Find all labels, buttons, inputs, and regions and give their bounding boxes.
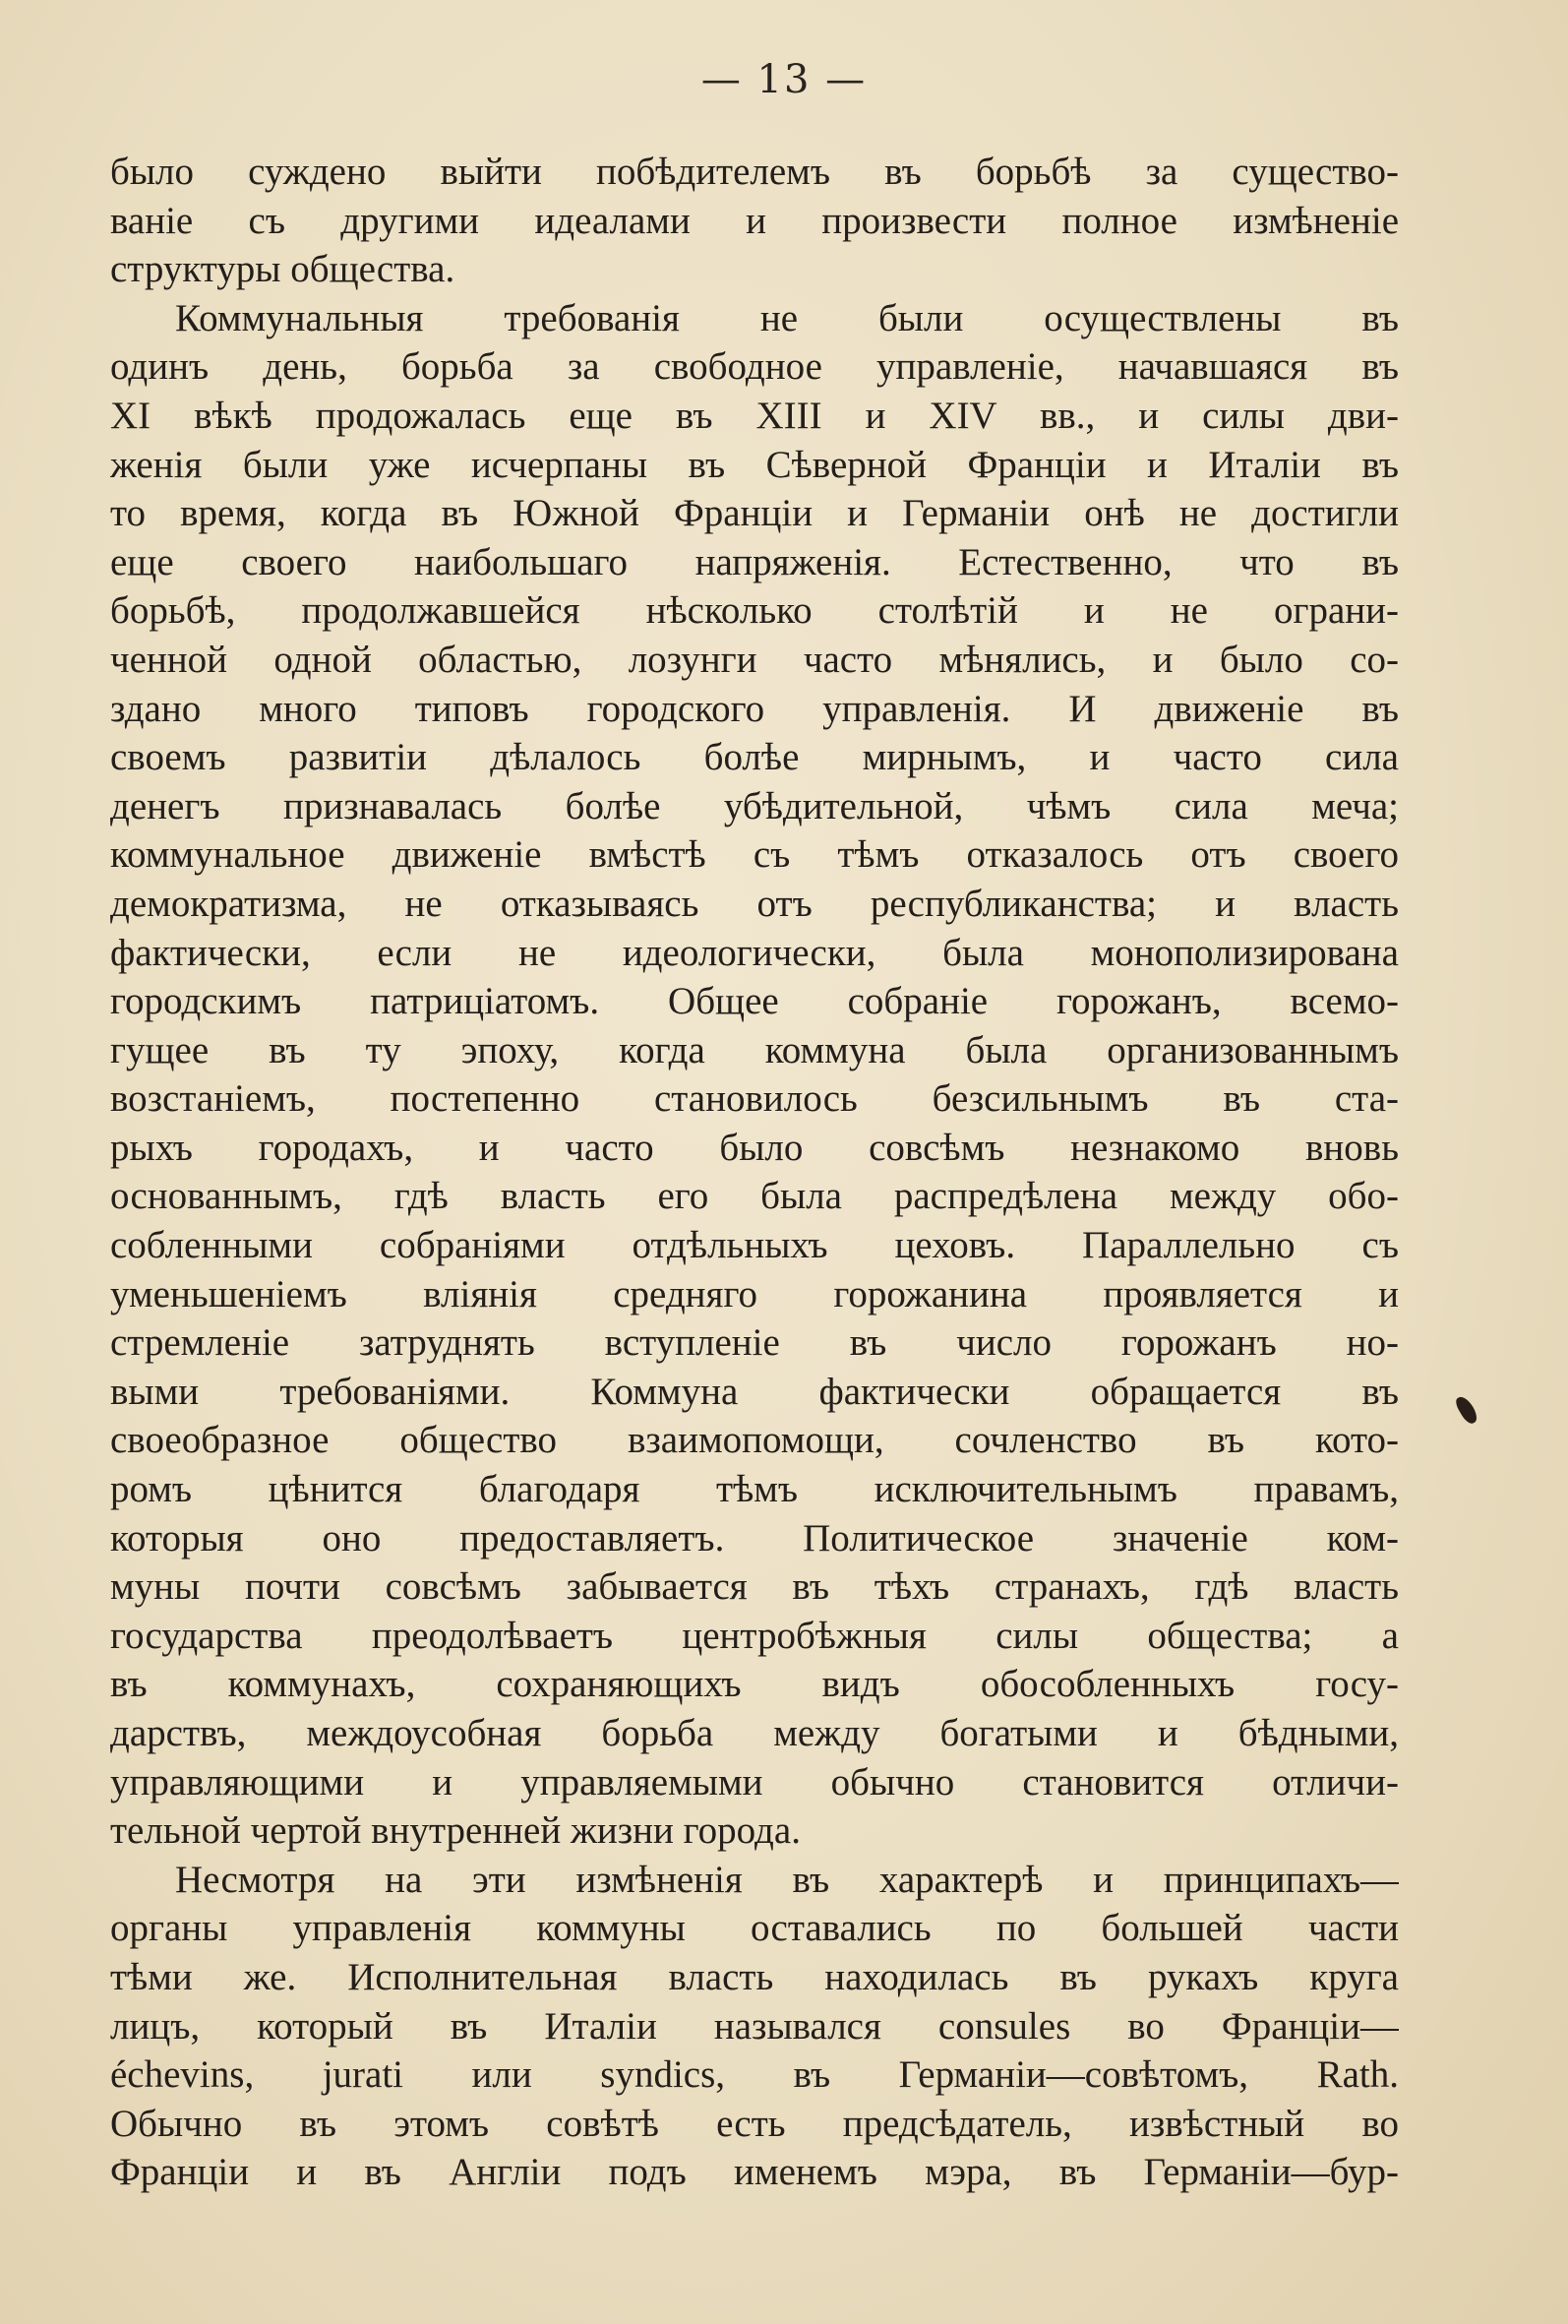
text-line: органы управленія коммуны оставались по большей части (110, 1907, 1399, 1950)
text-line: еще своего наибольшаго напряженія. Естественно, что въ (110, 540, 1399, 583)
text-line: тельной чертой внутренней жизни города. (110, 1809, 801, 1853)
text-line: муны почти совсѣмъ забывается въ тѣхъ странахъ, гдѣ власть (110, 1565, 1399, 1609)
text-line: управляющими и управляемыми обычно становится отличи- (110, 1760, 1399, 1804)
ink-smudge (1453, 1394, 1479, 1427)
text-line: основаннымъ, гдѣ власть его была распредѣлена между обо- (110, 1175, 1399, 1218)
text-line: денегъ признавалась болѣе убѣдительной, чѣмъ сила меча; (110, 784, 1399, 827)
text-line: своемъ развитіи дѣлалось болѣе мирнымъ, и часто сила (110, 736, 1399, 779)
text-line: возстаніемъ, постепенно становилось безсильнымъ въ ста- (110, 1077, 1399, 1121)
text-line: ченной одной областью, лозунги часто мѣнялись, и было со- (110, 638, 1399, 681)
text-line: демократизма, не отказываясь отъ республиканства; и власть (110, 882, 1399, 925)
text-line: одинъ день, борьба за свободное управленіе, начавшаяся въ (110, 345, 1399, 389)
text-line: Обычно въ этомъ совѣтѣ есть предсѣдатель, извѣстный во (110, 2102, 1399, 2145)
text-line: уменьшеніемъ вліянія средняго горожанина проявляется и (110, 1272, 1399, 1315)
text-line: стремленіе затруднять вступленіе въ число горожанъ но- (110, 1321, 1399, 1365)
text-line: въ коммунахъ, сохраняющихъ видъ обособленныхъ госу- (110, 1663, 1399, 1706)
text-line: то время, когда въ Южной Франціи и Германіи онѣ не достигли (110, 492, 1399, 535)
text-line: женія были уже исчерпаны въ Сѣверной Франціи и Италіи въ (110, 443, 1399, 486)
text-line: своеобразное общество взаимопомощи, сочленство въ кото- (110, 1419, 1399, 1462)
text-line: здано много типовъ городского управленія. И движеніе въ (110, 687, 1399, 730)
text-line: собленными собраніями отдѣльныхъ цеховъ. Параллельно съ (110, 1224, 1399, 1267)
text-line: Коммунальныя требованія не были осуществлены въ (175, 296, 1399, 339)
text-line: лицъ, который въ Италіи назывался consules во Франціи— (110, 2004, 1399, 2048)
page-number: — 13 — (700, 57, 868, 102)
text-line: ромъ цѣнится благодаря тѣмъ исключительнымъ правамъ, (110, 1468, 1399, 1511)
text-line: дарствъ, междоусобная борьба между богатыми и бѣдными, (110, 1712, 1399, 1754)
text-line: коммунальное движеніе вмѣстѣ съ тѣмъ отказалось отъ своего (110, 833, 1399, 877)
text-line: государства преодолѣваетъ центробѣжныя силы общества; а (110, 1614, 1399, 1657)
text-line: гущее въ ту эпоху, когда коммуна была организованнымъ (110, 1028, 1399, 1071)
body-text (110, 148, 1399, 2197)
text-line: выми требованіями. Коммуна фактически обращается въ (110, 1370, 1399, 1413)
text-line: структуры общества. (110, 248, 455, 291)
text-line: échevins, jurati или syndics, въ Германіи—совѣтомъ, Rath. (110, 2053, 1399, 2097)
text-line: городскимъ патриціатомъ. Общее собраніе горожанъ, всемо- (110, 980, 1399, 1023)
text-line: Несмотря на эти измѣненія въ характерѣ и принципахъ— (175, 1858, 1399, 1901)
text-line: Франціи и въ Англіи подъ именемъ мэра, въ Германіи—бур- (110, 2151, 1399, 2194)
text-line: ваніе съ другими идеалами и произвести полное измѣненіе (110, 199, 1399, 242)
text-line: тѣми же. Исполнительная власть находилась въ рукахъ круга (110, 1955, 1399, 1998)
text-line: фактически, если не идеологически, была монополизирована (110, 931, 1399, 974)
text-line: рыхъ городахъ, и часто было совсѣмъ незнакомо вновь (110, 1126, 1399, 1169)
text-line: которыя оно предоставляетъ. Политическое значеніе ком- (110, 1516, 1399, 1560)
text-line: было суждено выйти побѣдителемъ въ борьбѣ за существо- (110, 151, 1399, 193)
text-line: борьбѣ, продолжавшейся нѣсколько столѣтій и не ограни- (110, 589, 1399, 633)
text-line: XI вѣкѣ продожалась еще въ XIII и XIV вв., и силы дви- (110, 394, 1399, 437)
